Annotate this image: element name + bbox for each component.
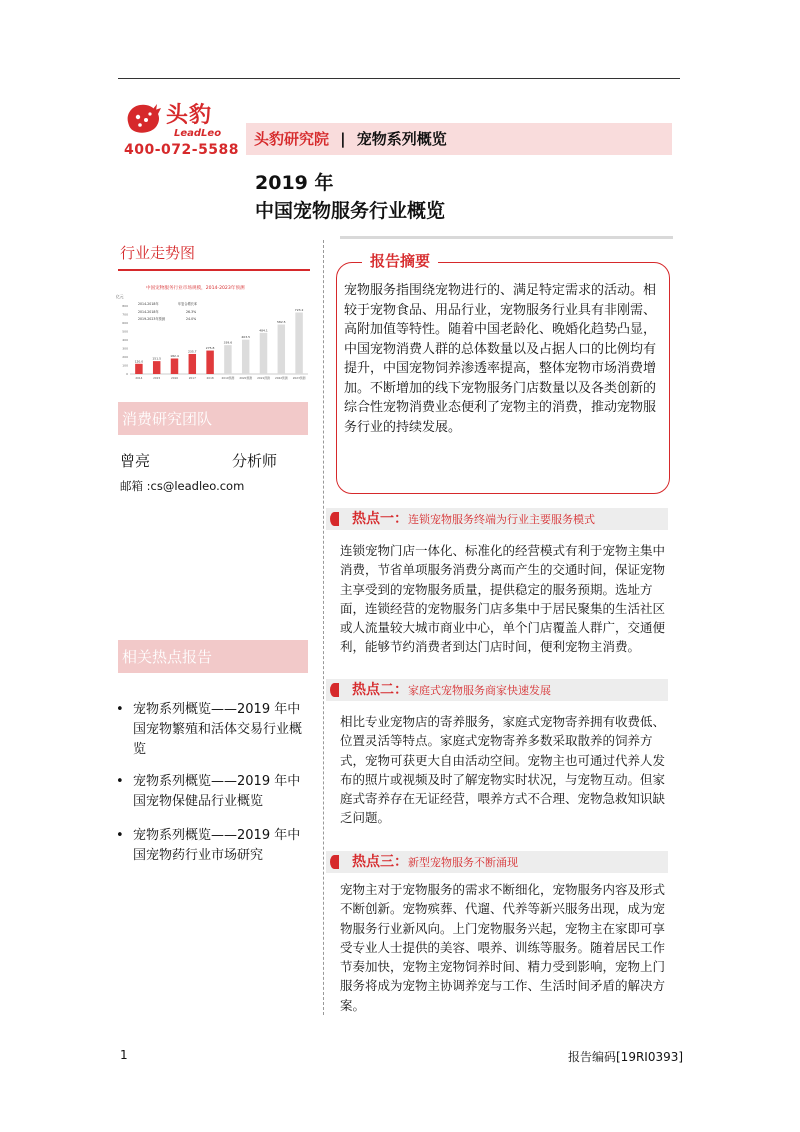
report-year: 2019 年	[255, 172, 334, 194]
leopard-icon	[124, 100, 164, 136]
data-label: 403.5	[241, 335, 250, 340]
related-report-2[interactable]	[116, 772, 312, 812]
legend-row-1-label: 2014-2018年	[138, 310, 159, 314]
x-tick-label: 2017	[188, 376, 196, 380]
analyst-role: 分析师	[232, 452, 278, 470]
data-label: 120.0	[134, 359, 144, 364]
hotspot-1-text: 连锁宠物门店一体化、标准化的经营模式有利于宠物主集中消费，节省单项服务消费分离而产生的交通时间，保证宠物主享受到的宠物服务质量，提供稳定的服务预期。选址方面，连锁经营的宠物服务门店多集中于居民聚集的生活社区或人流量较大城市商业中心，单个门店覆盖人群广，交通便利，能够节约消费者到达门店时间，便利宠物主消费。	[340, 543, 666, 655]
related-report-title: 宠物系列概览——2019 年中国宠物保健品行业概览	[133, 774, 301, 809]
series-banner	[246, 123, 672, 155]
hotspot-1-desc: 连锁宠物服务终端为行业主要服务模式	[408, 513, 595, 526]
hotspot-3-desc: 新型宠物服务不断涌现	[408, 856, 518, 869]
summary-text: 宠物服务指围绕宠物进行的、满足特定需求的活动。相较于宠物食品、用品行业，宠物服务行业具有非刚需、高附加值等特性。随着中国老龄化、晚婚化趋势凸显，中国宠物消费人群的总体数量以及占据人口的比例均有提升，中国宠物饲养渗透率提高，整体宠物市场消费增加。不断增加的线下宠物服务门店数量以及各类创新的综合性宠物消费业态便利了宠物主的消费，推动宠物服务行业的持续发展。	[344, 283, 657, 435]
bar-2017	[189, 354, 196, 374]
hotspot-marker-icon	[330, 855, 339, 869]
bullet-icon: •	[116, 828, 124, 843]
hotspot-marker-icon	[330, 512, 339, 526]
hotspot-3-label: 热点三：	[352, 854, 408, 870]
legend-caption-header: 年复合增长率	[178, 302, 198, 306]
legend-caption: 2014-2018年	[138, 302, 159, 306]
y-tick-label: 300	[122, 346, 128, 351]
brand-name-en: LeadLeo	[174, 128, 222, 139]
chart-title: 中国宠物服务行业市场规模，2014-2023年预测	[146, 286, 245, 291]
hotspot-2-label: 热点二：	[352, 682, 408, 698]
y-tick-label: 0	[126, 372, 128, 376]
data-label: 182.4	[170, 353, 179, 358]
institute-name: 头豹研究院	[254, 130, 330, 148]
team-heading: 消费研究团队	[118, 402, 308, 435]
bar-2023预测	[295, 313, 302, 374]
x-tick-label: 2021预测	[257, 376, 270, 380]
x-tick-label: 2020预测	[239, 376, 253, 380]
legend-row-2-label: 2019-2023年预测	[138, 317, 165, 321]
hotspot-3-title	[352, 851, 518, 874]
page-title: 中国宠物服务行业概览	[255, 200, 446, 222]
column-divider	[323, 240, 324, 1015]
x-tick-label: 2016	[170, 376, 179, 380]
hotspot-1-header	[326, 508, 668, 530]
related-report-title: 宠物系列概览——2019 年中国宠物繁殖和活体交易行业概览	[133, 702, 303, 757]
chart-ylabel: 亿元	[116, 294, 124, 299]
hotspot-2-desc: 家庭式宠物服务商家快速发展	[408, 684, 551, 697]
x-tick-label: 2018	[206, 376, 214, 380]
hotspot-1-title	[352, 508, 595, 531]
data-label: 723.2	[294, 308, 304, 313]
legend-row-2-value: 24.0%	[186, 317, 197, 321]
hotspot-marker-icon	[330, 683, 339, 697]
related-heading: 相关热点报告	[118, 640, 308, 673]
x-tick-label: 2015	[153, 376, 161, 380]
hotspot-2-text: 相比专业宠物店的寄养服务，家庭式宠物寄养拥有收费低、位置灵活等特点。家庭式宠物寄养多数采取散养的饲养方式，宠物可获更大自由活动空间。宠物主也可通过代养人发布的照片或视频及时了解宠物实时状况，与宠物互动。但家庭式寄养存在无证经营，喂养方式不合理、宠物急救知识缺乏问题。	[340, 714, 666, 826]
data-label: 339.6	[223, 340, 233, 345]
y-tick-label: 200	[122, 355, 128, 359]
bar-2022预测	[278, 324, 285, 374]
hotspot-3-header	[326, 851, 668, 873]
analyst-name: 曾亮	[120, 452, 151, 470]
bar-chart	[116, 280, 312, 388]
hotspot-1-label: 热点一：	[352, 511, 408, 527]
bar-2018	[206, 351, 213, 374]
bar-2020预测	[242, 340, 249, 374]
bullet-icon: •	[116, 702, 124, 717]
brand-logo	[124, 98, 228, 148]
related-report-title: 宠物系列概览——2019 年中国宠物药行业市场研究	[133, 828, 301, 863]
chart-legend	[138, 301, 198, 321]
data-label: 235.7	[188, 349, 197, 354]
brand-name-cn: 头豹	[166, 103, 213, 128]
data-label: 275.8	[205, 346, 215, 351]
bar-2014	[135, 364, 142, 374]
y-tick-label: 100	[122, 363, 128, 368]
y-tick-label: 800	[122, 304, 128, 308]
x-tick-label: 2023预测	[292, 376, 306, 380]
trend-heading: 行业走势图	[118, 242, 310, 271]
bar-2021预测	[260, 333, 267, 374]
y-tick-label: 700	[122, 312, 128, 317]
hotspot-2-header	[326, 679, 668, 701]
hotspot-3-text: 宠物主对于宠物服务的需求不断细化，宠物服务内容及形式不断创新。宠物殡葬、代遛、代养等新兴服务出现，成为宠物服务行业新风向。上门宠物服务兴起，宠物主在家即可享受专业人士提供的美容、喂养、训练等服务。随着居民工作节奏加快，宠物主宠物饲养时间、精力受到影响，宠物上门服务将成为宠物主协调养宠与工作、生活时间矛盾的解决方案。	[340, 882, 666, 1013]
bar-2015	[153, 361, 160, 374]
x-tick-label: 2014	[135, 376, 143, 380]
report-code: 报告编码[19RI0393]	[568, 1050, 684, 1064]
banner-separator: |	[340, 130, 346, 148]
series-name: 宠物系列概览	[356, 130, 447, 148]
related-report-3[interactable]	[116, 826, 312, 866]
data-label: 484.1	[259, 328, 268, 333]
analyst-email[interactable]: 邮箱 :cs@leadleo.com	[120, 479, 245, 493]
hotspot-2-title	[352, 679, 551, 702]
summary-title: 报告摘要	[362, 250, 438, 271]
trend-chart	[116, 280, 312, 388]
x-tick-label: 2019预测	[221, 376, 235, 380]
y-tick-label: 500	[122, 329, 128, 334]
bar-2019预测	[224, 345, 231, 374]
data-label: 582.5	[277, 319, 286, 324]
y-tick-label: 600	[122, 321, 128, 325]
brand-phone: 400-072-5588	[124, 142, 240, 158]
related-report-1[interactable]	[116, 700, 312, 760]
bullet-icon: •	[116, 774, 124, 789]
top-rule	[118, 78, 680, 79]
x-tick-label: 2022预测	[274, 376, 288, 380]
y-tick-label: 400	[122, 338, 128, 342]
bar-2016	[171, 358, 178, 374]
legend-row-1-value: 26.3%	[186, 310, 197, 314]
right-column-rule	[340, 236, 673, 239]
data-label: 151.5	[152, 356, 161, 361]
page-number: 1	[120, 1048, 128, 1062]
